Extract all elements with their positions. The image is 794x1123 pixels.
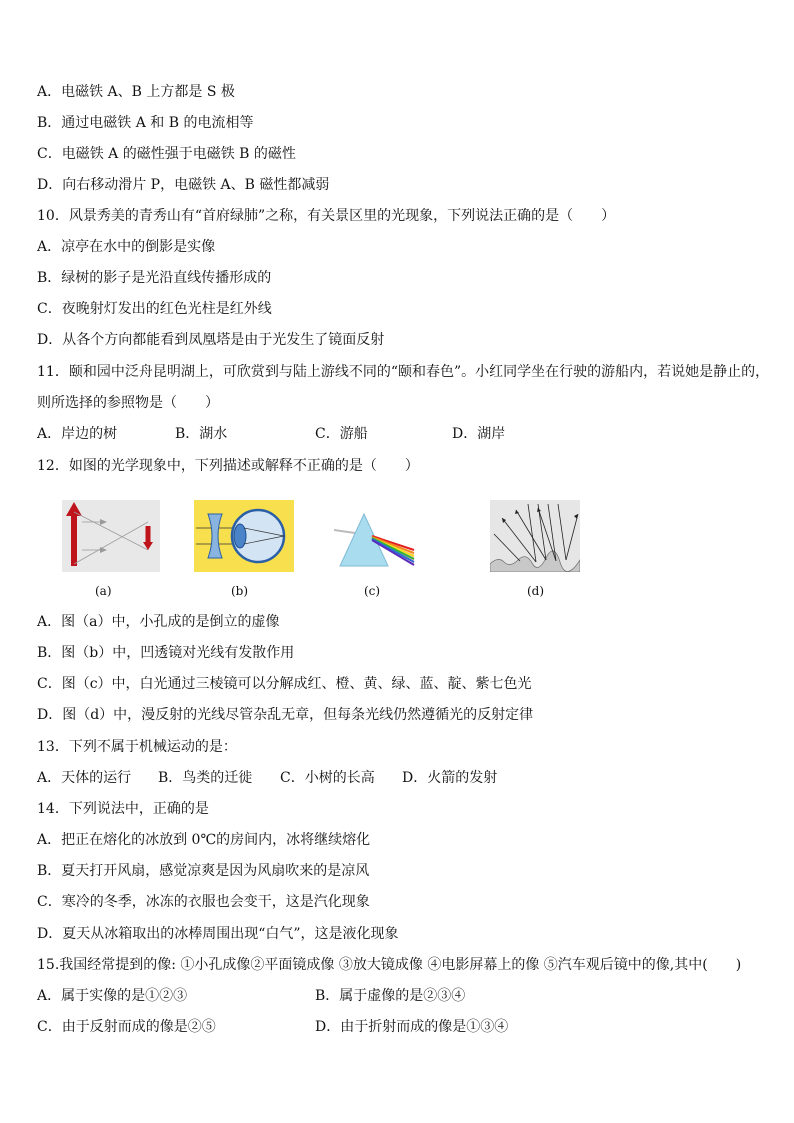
q11-option-c: C．游船 (315, 426, 368, 442)
q11-stem-line1: 11．颐和园中泛舟昆明湖上，可欣赏到与陆上游线不同的“颐和春色”。小红同学坐在行驶的游船内，若说她是静止的， (37, 364, 770, 380)
q12-stem: 12．如图的光学现象中，下列描述或解释不正确的是（ ） (37, 458, 419, 474)
q14-option-b: B．夏天打开风扇，感觉凉爽是因为风扇吹来的是凉风 (37, 863, 370, 879)
q9-option-d: D．向右移动滑片 P，电磁铁 A、B 磁性都减弱 (37, 177, 330, 193)
q10-option-b: B．绿树的影子是光沿直线传播形成的 (37, 270, 272, 286)
pinhole-arrow-figure (62, 500, 160, 572)
q12-option-d: D．图（d）中，漫反射的光线尽管杂乱无章，但每条光线仍然遵循光的反射定律 (37, 707, 534, 723)
q14-option-d: D．夏天从冰箱取出的冰棒周围出现“白气”，这是液化现象 (37, 926, 399, 942)
q11-option-d: D．湖岸 (452, 426, 506, 442)
q15-option-c: C．由于反射而成的像是②⑤ (37, 1019, 216, 1035)
q9-option-c: C．电磁铁 A 的磁性强于电磁铁 B 的磁性 (37, 146, 296, 162)
q14-option-a: A．把正在熔化的冰放到 0℃的房间内，冰将继续熔化 (37, 832, 371, 848)
q11-option-a: A．岸边的树 (37, 426, 118, 442)
q9-option-b: B．通过电磁铁 A 和 B 的电流相等 (37, 115, 254, 131)
q14-stem: 14．下列说法中，正确的是 (37, 801, 209, 817)
prism-dispersion-figure (334, 500, 418, 572)
q13-option-a: A．天体的运行 (37, 770, 132, 786)
q9-option-a: A．电磁铁 A、B 上方都是 S 极 (37, 84, 235, 100)
caption-d: (d) (527, 584, 545, 598)
q13-option-b: B．鸟类的迁徙 (158, 770, 253, 786)
q12-option-a: A．图（a）中，小孔成的是倒立的虚像 (37, 614, 280, 630)
q12-option-b: B．图（b）中，凹透镜对光线有发散作用 (37, 645, 295, 661)
q14-option-c: C．寒冷的冬季，冰冻的衣服也会变干，这是汽化现象 (37, 894, 370, 910)
caption-b: (b) (231, 584, 249, 598)
q13-option-d: D．火箭的发射 (402, 770, 498, 786)
q15-stem: 15.我国经常提到的像: ①小孔成像②平面镜成像 ③放大镜成像 ④电影屏幕上的像 ⑤汽车观后镜中的像,其中( ) (37, 957, 742, 973)
q15-option-a: A．属于实像的是①②③ (37, 988, 188, 1004)
q13-option-c: C．小树的长高 (280, 770, 375, 786)
q15-option-b: B．属于虚像的是②③④ (315, 988, 466, 1004)
eye-concave-lens-figure (194, 500, 294, 572)
caption-a: (a) (95, 584, 112, 598)
q10-option-c: C．夜晚射灯发出的红色光柱是红外线 (37, 301, 272, 317)
q10-stem: 10．风景秀美的青秀山有“首府绿肺”之称，有关景区里的光现象，下列说法正确的是（ ） (37, 208, 616, 224)
q11-stem-line2: 则所选择的参照物是（ ） (37, 395, 219, 411)
q10-option-a: A．凉亭在水中的倒影是实像 (37, 239, 216, 255)
q13-stem: 13．下列不属于机械运动的是： (37, 739, 237, 755)
q11-option-b: B．湖水 (175, 426, 228, 442)
caption-c: (c) (364, 584, 381, 598)
diffuse-reflection-figure (490, 500, 580, 572)
q10-option-d: D．从各个方向都能看到凤凰塔是由于光发生了镜面反射 (37, 332, 385, 348)
q15-option-d: D．由于折射而成的像是①③④ (315, 1019, 509, 1035)
q12-option-c: C．图（c）中，白光通过三棱镜可以分解成红、橙、黄、绿、蓝、靛、紫七色光 (37, 676, 532, 692)
